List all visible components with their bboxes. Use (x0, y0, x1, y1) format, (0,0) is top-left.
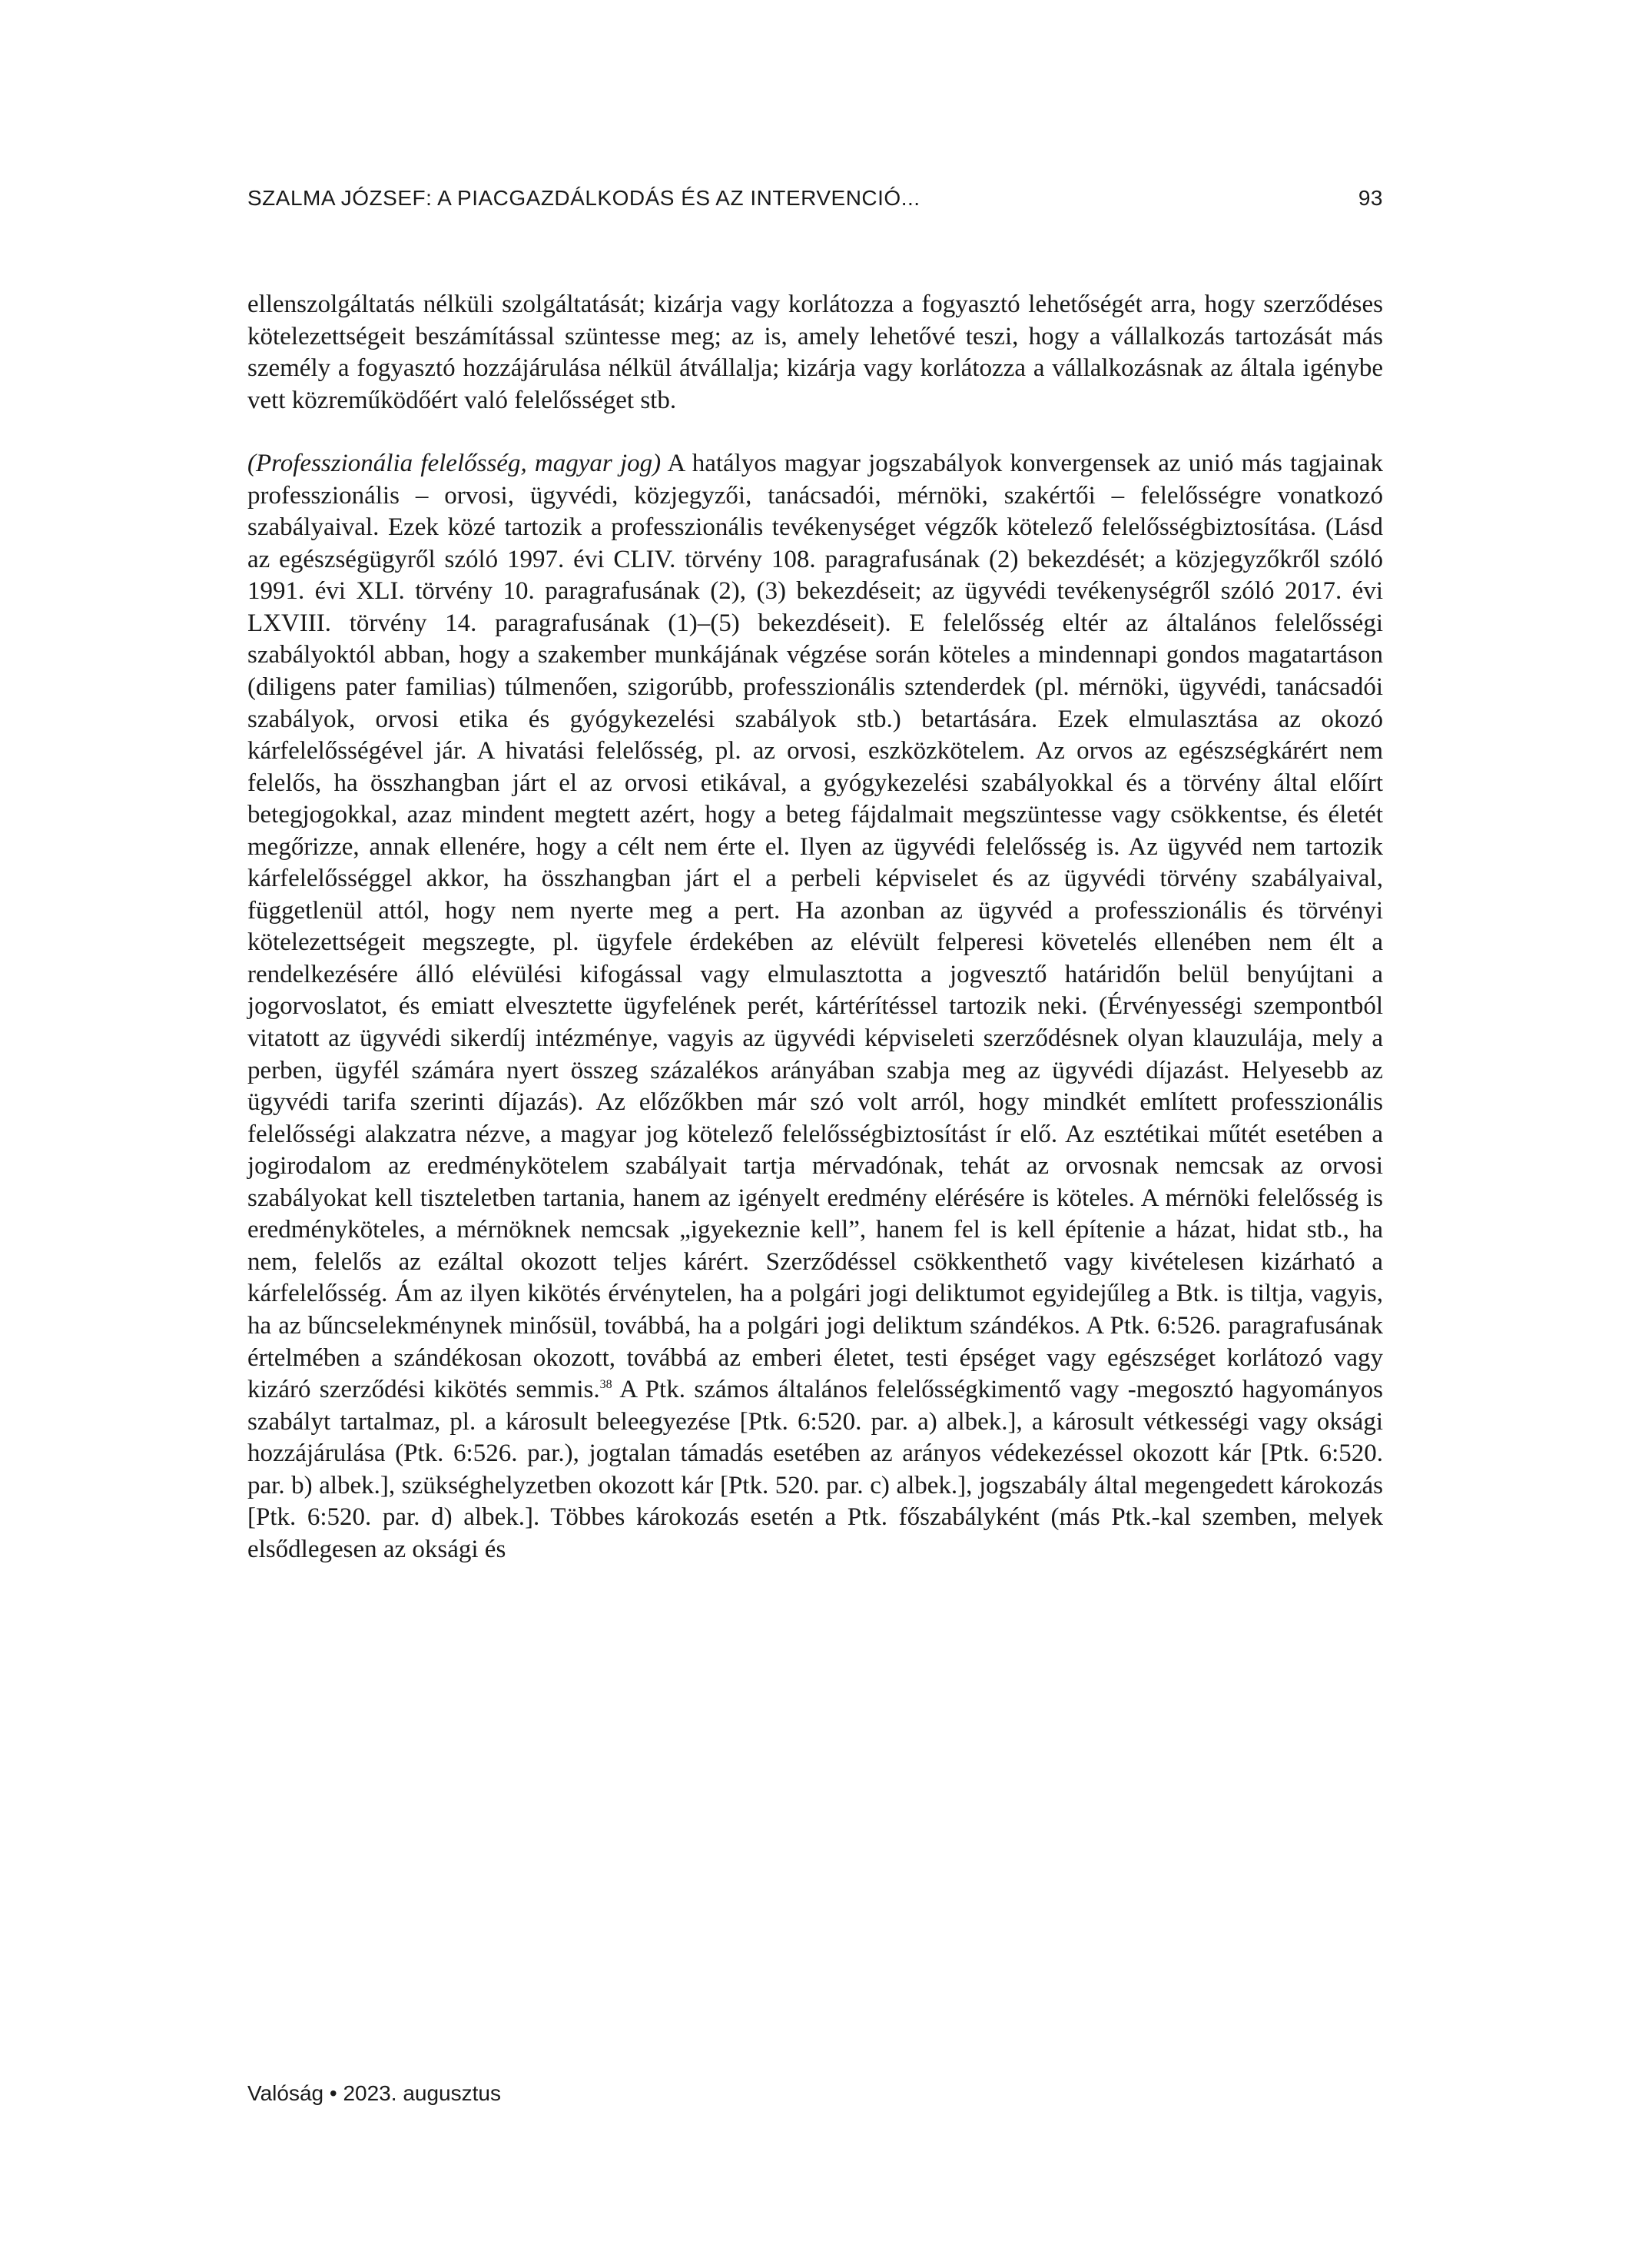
page-number: 93 (1358, 186, 1383, 210)
paragraph-2-tail: A Ptk. számos általános felelősségkimentő vagy -megosztó hagyományos szabályt tartalmaz, pl. a károsult beleegyezése [Ptk. 6:520. par. a) albek.], a károsult vétkességi vagy oksági hozzájárulása (Ptk. 6:526. par.), jogtalan támadás esetében az arányos védekezéssel okozott kár [Ptk. 6:520. par. b) albek.], szükséghelyzetben okozott kár [Ptk. 520. par. c) albek.], jogszabály által megengedett károkozás [Ptk. 6:520. par. d) albek.]. Többes károkozás esetén a Ptk. főszabályként (más Ptk.-kal szemben, melyek elsődlegesen az oksági és (247, 1376, 1384, 1563)
main-text (247, 289, 1383, 1566)
running-header (247, 186, 1383, 217)
paragraph-2-text: A hatályos magyar jogszabályok konvergensek az unió más tagjainak professzionális – orvosi, ügyvédi, közjegyzői, tanácsadói, mérnöki, szakértői – felelősségre vonatkozó szabályaival. Ezek közé tartozik a professzionális tevékenységet végzők kötelező felelősségbiztosítása. (Lásd az egészségügyről szóló 1997. évi CLIV. törvény 108. paragrafusának (2) bekezdését; a közjegyzőkről szóló 1991. évi XLI. törvény 10. paragrafusának (2), (3) bekezdéseit; az ügyvédi tevékenységről szóló 2017. évi LXVIII. törvény 14. paragrafusának (1)–(5) bekezdéseit). E felelősség eltér az általános felelősségi szabályoktól abban, hogy a szakember munkájának végzése során köteles a mindennapi gondos magatartáson (diligens pater familias) túlmenően, szigorúbb, professzionális sztenderdek (pl. mérnöki, ügyvédi, tanácsadói szabályok, orvosi etika és gyógykezelési szabályok stb.) betartására. Ezek elmulasztása az okozó kárfelelősségével jár. A hivatási felelősség, pl. az orvosi, eszközkötelem. Az orvos az egészségkárért nem felelős, ha összhangban járt el az orvosi etikával, a gyógykezelési szabályokkal és a törvény által előírt betegjogokkal, azaz mindent megtett azért, hogy a beteg fájdalmait megszüntesse vagy csökkentse, és életét megőrizze, annak ellenére, hogy a célt nem érte el. Ilyen az ügyvédi felelősség is. Az ügyvéd nem tartozik kárfelelősséggel akkor, ha összhangban járt el a perbeli képviselet és az ügyvédi törvény szabályaival, függetlenül attól, hogy nem nyerte meg a pert. Ha azonban az ügyvéd a professzionális és törvényi kötelezettségeit megszegte, pl. ügyfele érdekében az elévült felperesi követelés ellenében nem élt a rendelkezésére álló elévülési kifogással vagy elmulasztotta a jogvesztő határidőn belül benyújtani a jogorvoslatot, és emiatt elvesztette ügyfelének perét, kártérítéssel tartozik neki. (Érvényességi szempontból vitatott az ügyvédi sikerdíj intézménye, vagyis az ügyvédi képviseleti szerződésnek olyan klauzulája, mely a perben, ügyfél számára nyert összeg százalékos arányában szabja meg az ügyvédi díjazást. Helyesebb az ügyvédi tarifa szerinti díjazás). Az előzőkben már szó volt arról, hogy mindkét említett professzionális felelősségi alakzatra nézve, a magyar jog kötelező felelősségbiztosítást ír elő. Az esztétikai műtét esetében a jogirodalom az eredménykötelem szabályait tartja mérvadónak, tehát az orvosnak nemcsak az orvosi szabályokat kell tiszteletben tartania, hanem az igényelt eredmény elérésére is köteles. A mérnöki felelősség is eredményköteles, a mérnöknek nemcsak „igyekeznie kell”, hanem fel is kell építenie a házat, hidat stb., ha nem, felelős az ezáltal okozott teljes kárért. Szerződéssel csökkenthető vagy kivételesen kizárható a kárfelelősség. Ám az ilyen kikötés érvénytelen, ha a polgári jogi deliktumot egyidejűleg a Btk. is tiltja, vagyis, ha az bűncselekménynek minősül, továbbá, ha a polgári jogi deliktum szándékos. A Ptk. 6:526. paragrafusának értelmében a szándékosan okozott, továbbá az emberi életet, testi épséget vagy egészséget korlátozó vagy kizáró szerződési kikötés semmis. (247, 450, 1383, 1404)
page-footer: Valóság • 2023. augusztus (247, 2081, 501, 2105)
footnote-reference[interactable]: 38 (599, 1378, 612, 1392)
paragraph-1: ellenszolgáltatás nélküli szolgáltatását; kizárja vagy korlátozza a fogyasztó lehetőségét arra, hogy szerződéses kötelezettségeit beszámítással szüntesse meg; az is, amely lehetővé teszi, hogy a vállalkozás tartozását más személy a fogyasztó hozzájárulása nélkül átvállalja; kizárja vagy korlátozza a vállalkozásnak az általa igénybe vett közreműködőért való felelősséget stb. (247, 291, 1383, 414)
paragraph-2 (247, 448, 1383, 1566)
running-title: SZALMA JÓZSEF: A PIACGAZDÁLKODÁS ÉS AZ INTERVENCIÓ... (247, 186, 920, 210)
paragraph-2-lead: (Professzionália felelősség, magyar jog) (247, 450, 662, 478)
